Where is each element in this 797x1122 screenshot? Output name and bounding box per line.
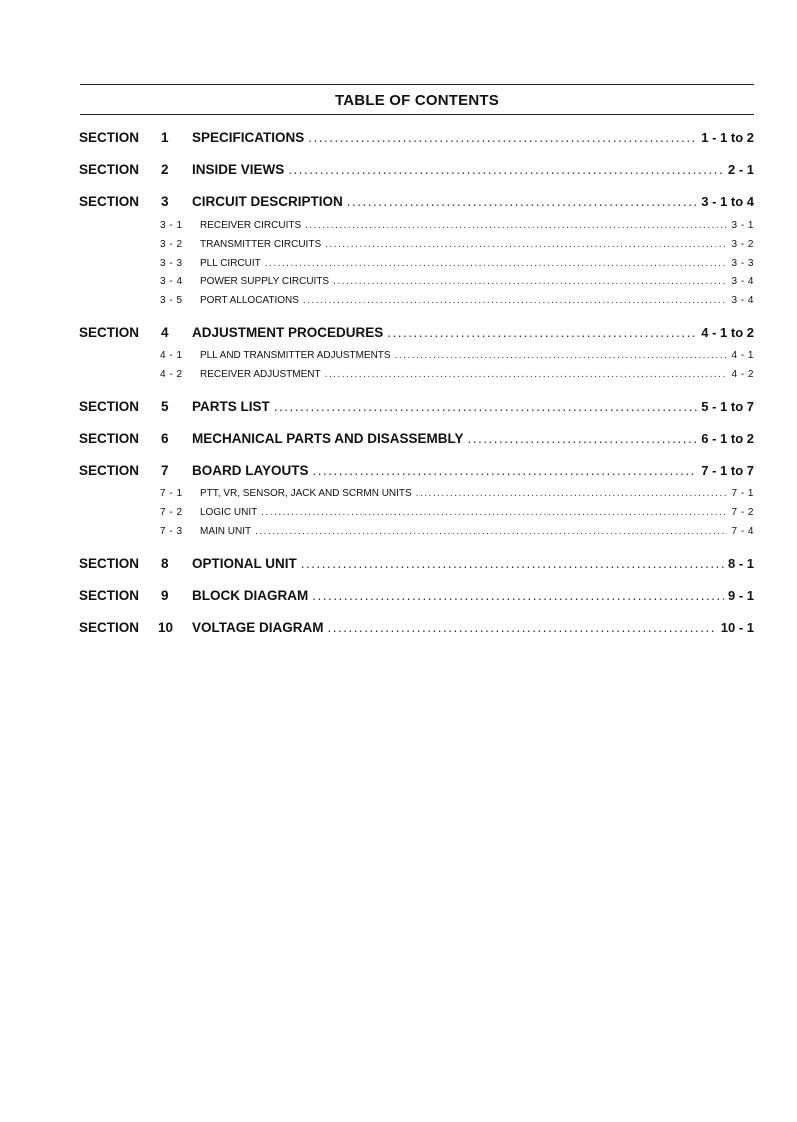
toc-subsection-row[interactable] [0,220,797,236]
section-page-range: 4 - 1 to 2 [701,325,754,340]
section-title: BLOCK DIAGRAM [192,588,309,603]
section-number: 9 [161,588,169,603]
subsection-number: 7 - 3 [160,525,183,537]
dot-leader [333,276,727,287]
dot-leader [303,295,728,306]
subsection-entry [200,526,754,537]
subsection-title: PLL CIRCUIT [200,257,261,269]
dot-leader [265,258,728,269]
subsection-page: 7 - 4 [731,525,754,537]
subsection-number: 7 - 2 [160,506,183,518]
dot-leader [325,369,728,380]
section-entry [192,431,754,446]
dot-leader [468,431,698,446]
section-title: MECHANICAL PARTS AND DISASSEMBLY [192,431,464,446]
section-label: SECTION [79,325,140,340]
toc-section-row[interactable] [0,556,797,576]
subsection-entry [200,239,754,250]
dot-leader [305,220,727,231]
dot-leader [387,325,697,340]
subsection-entry [200,276,754,287]
dot-leader [274,399,697,414]
subsection-page: 4 - 2 [731,368,754,380]
subsection-entry [200,350,754,361]
dot-leader [308,130,697,145]
toc-section-row[interactable] [0,620,797,640]
subsection-entry [200,295,754,306]
section-page-range: 8 - 1 [727,556,754,571]
toc-subsection-row[interactable] [0,369,797,385]
section-title: INSIDE VIEWS [192,162,285,177]
subsection-number: 4 - 1 [160,350,183,361]
section-number: 10 [158,620,174,635]
toc-subsection-row[interactable] [0,239,797,255]
section-number: 6 [161,431,169,446]
subsection-page: 3 - 1 [731,220,754,231]
section-page-range: 9 - 1 [727,588,754,603]
subsection-page: 3 - 4 [731,295,754,307]
dot-leader [255,526,727,537]
dot-leader [312,588,724,603]
subsection-entry [200,258,754,269]
subsection-entry [200,488,754,499]
section-entry [192,556,754,571]
section-label: SECTION [79,399,140,414]
subsection-number: 4 - 2 [160,368,183,380]
page-title: TABLE OF CONTENTS [335,92,499,109]
subsection-title: PORT ALLOCATIONS [200,295,299,307]
section-page-range: 5 - 1 to 7 [701,399,754,414]
subsection-title: TRANSMITTER CIRCUITS [200,238,322,250]
section-entry [192,399,754,414]
subsection-number: 3 - 1 [160,220,183,231]
section-page-range: 1 - 1 to 2 [701,130,754,145]
subsection-title: LOGIC UNIT [200,506,258,518]
toc-subsection-row[interactable] [0,258,797,274]
dot-leader [416,488,728,499]
section-number: 8 [161,556,169,571]
section-title: OPTIONAL UNIT [192,556,297,571]
section-title: CIRCUIT DESCRIPTION [192,194,343,209]
section-entry [192,463,754,478]
section-number: 7 [161,463,169,478]
subsection-number: 3 - 5 [160,295,183,307]
title-underline [80,114,754,115]
toc-subsection-row[interactable] [0,526,797,542]
section-number: 5 [161,399,169,414]
section-number: 4 [161,325,169,340]
section-page-range: 3 - 1 to 4 [701,194,754,209]
subsection-title: RECEIVER CIRCUITS [200,220,302,231]
section-label: SECTION [79,556,140,571]
toc-subsection-row[interactable] [0,507,797,523]
toc-section-row[interactable] [0,162,797,182]
subsection-title: POWER SUPPLY CIRCUITS [200,276,330,288]
dot-leader [313,463,698,478]
subsection-number: 3 - 2 [160,238,183,250]
section-page-range: 10 - 1 [720,620,754,635]
subsection-entry [200,507,754,518]
section-title: BOARD LAYOUTS [192,463,309,478]
section-page-range: 6 - 1 to 2 [701,431,754,446]
section-label: SECTION [79,130,140,145]
section-page-range: 7 - 1 to 7 [701,463,754,478]
subsection-number: 7 - 1 [160,488,183,499]
toc-section-row[interactable] [0,399,797,419]
subsection-page: 4 - 1 [731,350,754,361]
toc-section-row[interactable] [0,194,797,214]
subsection-page: 3 - 2 [731,238,754,250]
toc-section-row[interactable] [0,431,797,451]
section-label: SECTION [79,620,140,635]
toc-subsection-row[interactable] [0,295,797,311]
subsection-number: 3 - 4 [160,276,183,288]
section-entry [192,194,754,209]
subsection-title: MAIN UNIT [200,525,252,537]
dot-leader [261,507,727,518]
subsection-page: 7 - 1 [731,488,754,499]
toc-subsection-row[interactable] [0,276,797,292]
toc-section-row[interactable] [0,325,797,345]
section-label: SECTION [79,588,140,603]
dot-leader [395,350,728,361]
section-title: PARTS LIST [192,399,270,414]
subsection-entry [200,369,754,380]
subsection-entry [200,220,754,231]
section-page-range: 2 - 1 [727,162,754,177]
section-entry [192,325,754,340]
toc-subsection-row[interactable] [0,488,797,504]
section-entry [192,620,754,635]
section-label: SECTION [79,162,140,177]
subsection-title: PTT, VR, SENSOR, JACK AND SCRMN UNITS [200,488,412,499]
section-label: SECTION [79,431,140,446]
dot-leader [328,620,717,635]
section-title: ADJUSTMENT PROCEDURES [192,325,384,340]
subsection-title: RECEIVER ADJUSTMENT [200,368,321,380]
subsection-page: 7 - 2 [731,506,754,518]
toc-section-row[interactable] [0,463,797,483]
subsection-number: 3 - 3 [160,257,183,269]
section-number: 2 [161,162,169,177]
section-entry [192,162,754,177]
subsection-page: 3 - 4 [731,276,754,288]
subsection-title: PLL AND TRANSMITTER ADJUSTMENTS [200,350,391,361]
section-number: 1 [161,130,169,145]
subsection-page: 3 - 3 [731,257,754,269]
toc-subsection-row[interactable] [0,350,797,366]
top-rule [80,84,754,85]
section-entry [192,588,754,603]
dot-leader [288,162,724,177]
dot-leader [301,556,724,571]
section-label: SECTION [79,463,140,478]
toc-section-row[interactable] [0,130,797,150]
section-title: VOLTAGE DIAGRAM [192,620,324,635]
dot-leader [325,239,727,250]
dot-leader [347,194,697,209]
section-entry [192,130,754,145]
section-label: SECTION [79,194,140,209]
section-title: SPECIFICATIONS [192,130,305,145]
section-number: 3 [161,194,169,209]
toc-section-row[interactable] [0,588,797,608]
